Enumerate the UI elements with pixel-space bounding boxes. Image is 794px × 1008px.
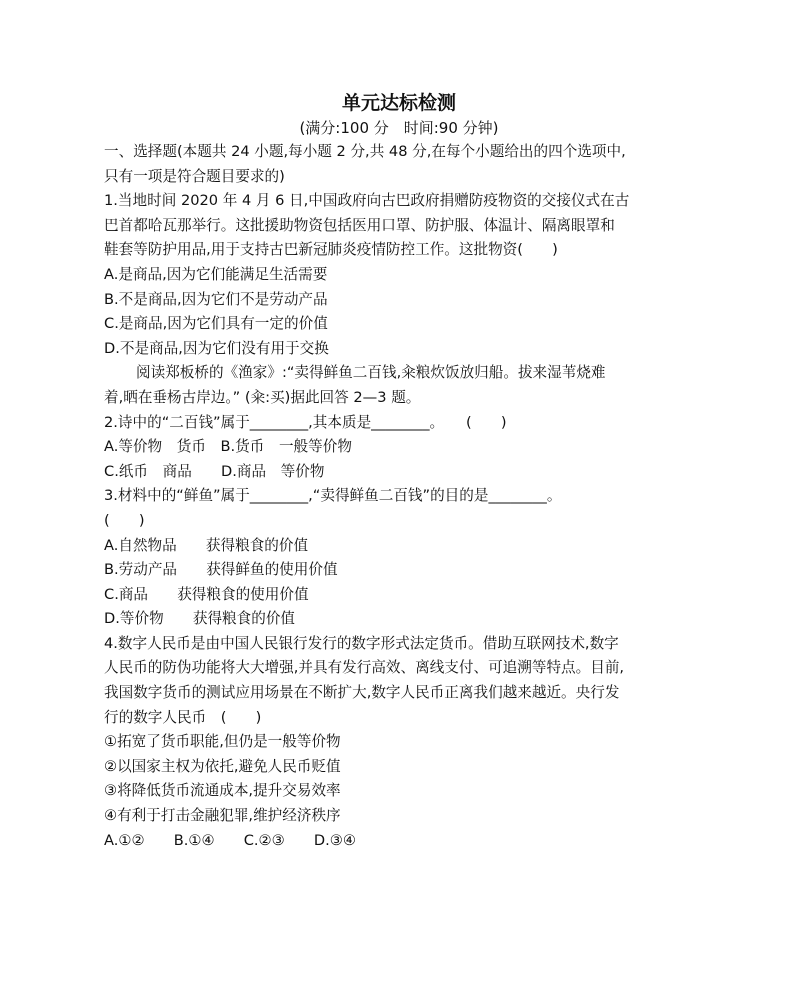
question-3-stem: ( ) [104,511,145,529]
question-4-statement: ②以国家主权为依托,避免人民币贬值 [104,757,341,775]
question-2-options: A.等价物 货币 B.货币 一般等价物 [104,438,352,456]
question-1-stem: 鞋套等防护用品,用于支持古巴新冠肺炎疫情防控工作。这批物资( ) [104,241,558,259]
question-4-statement: ①拓宽了货币职能,但仍是一般等价物 [104,733,341,751]
section-heading: 只有一项是符合题目要求的) [104,167,285,185]
question-4-stem: 人民币的防伪功能将大大增强,并具有发行高效、离线支付、可追溯等特点。目前, [104,659,625,677]
question-2-stem: 2.诗中的“二百钱”属于________,其本质是________。 ( ) [104,413,507,431]
question-1-option-a: A.是商品,因为它们能满足生活需要 [104,265,328,283]
question-1-option-b: B.不是商品,因为它们不是劳动产品 [104,290,328,308]
question-1-option-d: D.不是商品,因为它们没有用于交换 [104,339,329,357]
question-4-statement: ③将降低货币流通成本,提升交易效率 [104,782,341,800]
reading-passage: 着,晒在垂杨古岸边。” (籴:买)据此回答 2—3 题。 [104,388,421,406]
document-body [104,90,694,853]
question-1-stem: 巴首都哈瓦那举行。这批援助物资包括医用口罩、防护服、体温计、隔离眼罩和 [104,216,615,234]
document-subtitle: (满分:100 分 时间:90 分钟) [299,119,499,137]
question-3-option-d: D.等价物 获得粮食的价值 [104,610,296,628]
question-4-stem: 4.数字人民币是由中国人民银行发行的数字形式法定货币。借助互联网技术,数字 [104,634,619,652]
question-3-option-b: B.劳动产品 获得鲜鱼的使用价值 [104,561,338,579]
question-3-option-c: C.商品 获得粮食的使用价值 [104,585,309,603]
question-4-statement: ④有利于打击金融犯罪,维护经济秩序 [104,807,341,825]
question-2-options: C.纸币 商品 D.商品 等价物 [104,462,325,480]
question-4-stem: 我国数字货币的测试应用场景在不断扩大,数字人民币正离我们越来越近。央行发 [104,684,620,702]
document-title: 单元达标检测 [341,92,456,114]
question-4-stem: 行的数字人民币 ( ) [104,708,262,726]
section-heading: 一、选择题(本题共 24 小题,每小题 2 分,共 48 分,在每个小题给出的四个选项中, [104,143,626,160]
question-4-options: A.①② B.①④ C.②③ D.③④ [104,831,356,849]
question-3-stem: 3.材料中的“鲜鱼”属于________,“卖得鲜鱼二百钱”的目的是________。 [104,487,562,505]
question-3-option-a: A.自然物品 获得粮食的价值 [104,536,309,554]
reading-passage: 阅读郑板桥的《渔家》:“卖得鲜鱼二百钱,籴粮炊饭放归船。拔来湿苇烧难 [136,364,606,382]
question-1-option-c: C.是商品,因为它们具有一定的价值 [104,315,328,333]
question-1-stem: 1.当地时间 2020 年 4 月 6 日,中国政府向古巴政府捐赠防疫物资的交接仪式在古 [104,192,630,210]
